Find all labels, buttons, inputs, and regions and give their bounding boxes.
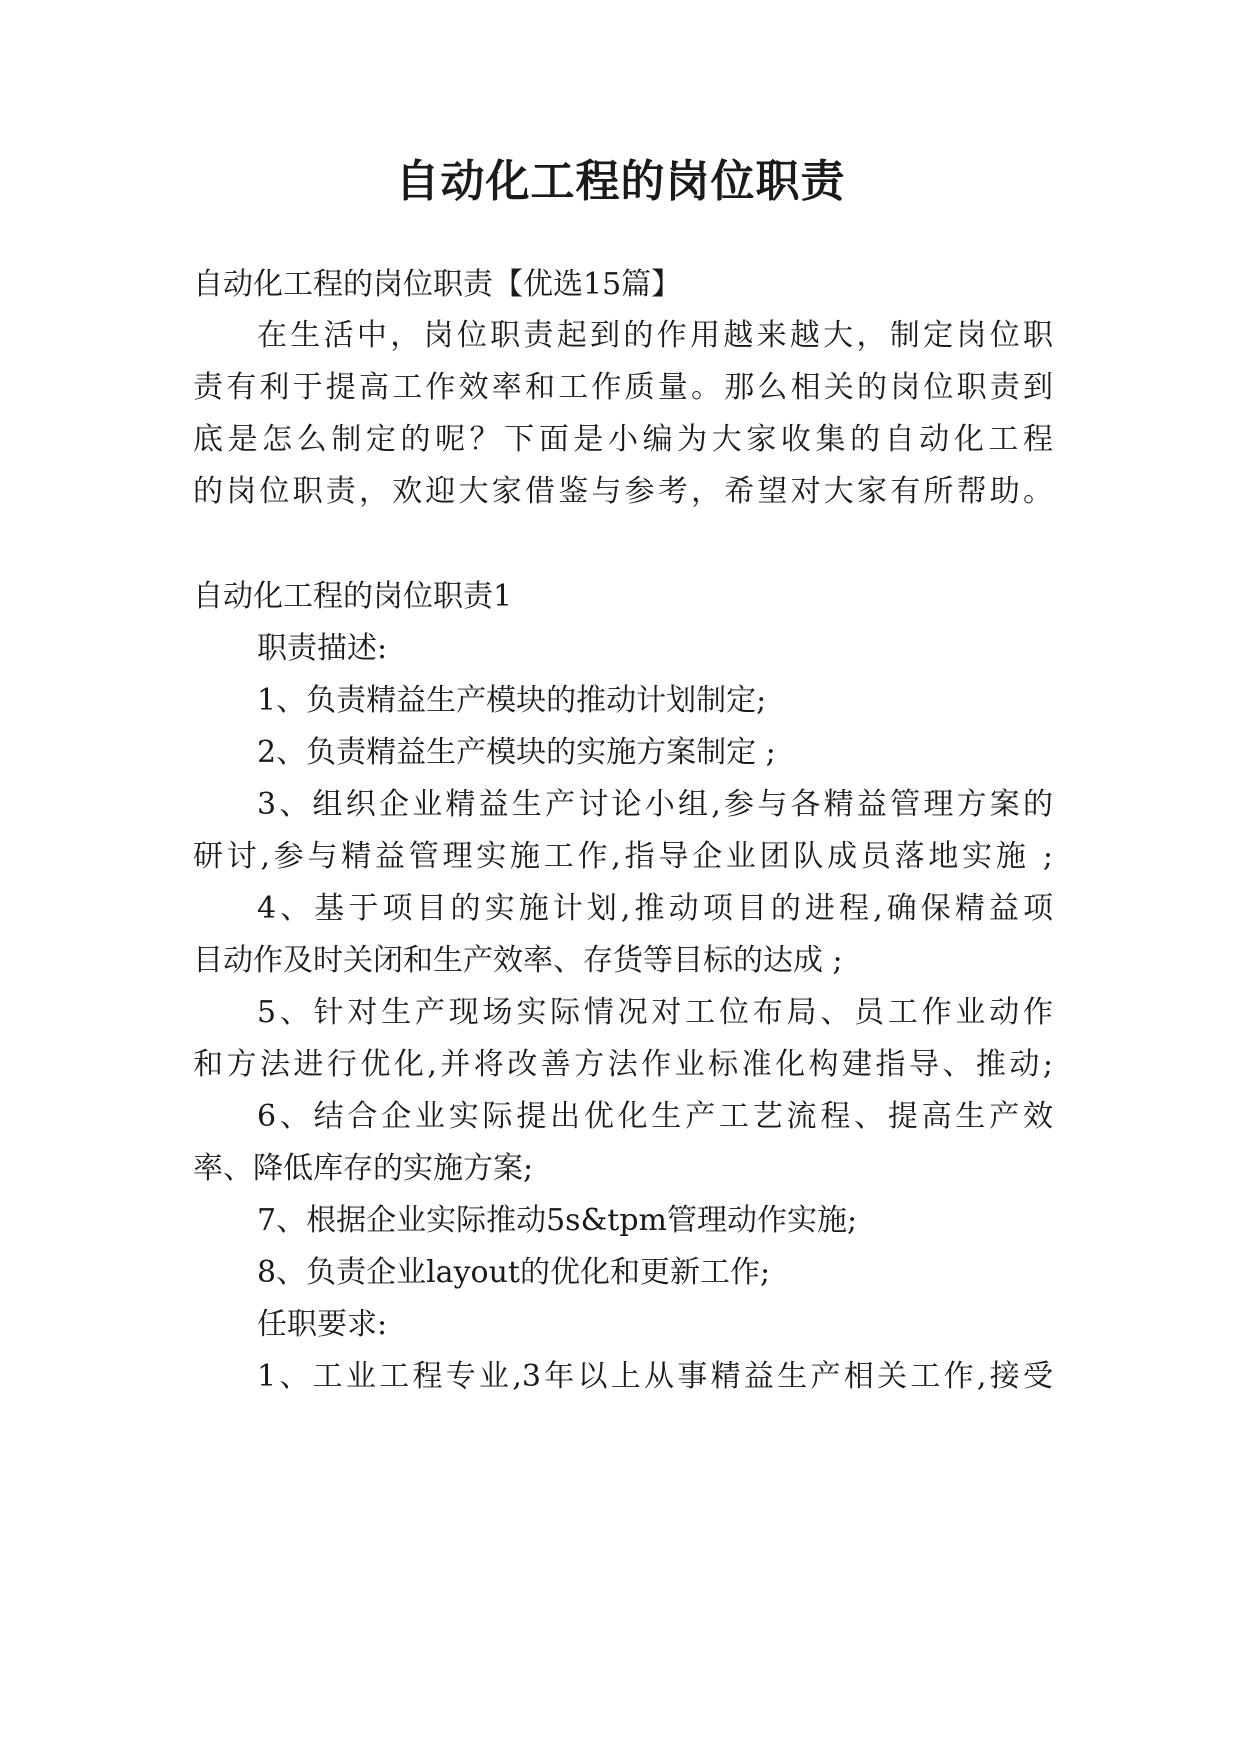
duty-item: 2、负责精益生产模块的实施方案制定 ;: [257, 735, 776, 770]
duty-item: 7、根据企业实际推动5s&tpm管理动作实施;: [257, 1203, 858, 1238]
duty-item-continued: 和方法进行优化,并将改善方法作业标准化构建指导、推动;: [193, 1047, 1053, 1082]
duty-item-continued: 率、降低库存的实施方案;: [193, 1151, 534, 1186]
duty-item: 8、负责企业layout的优化和更新工作;: [257, 1255, 771, 1290]
section-heading: 自动化工程的岗位职责1: [193, 579, 513, 614]
duty-item: 5、针对生产现场实际情况对工位布局、员工作业动作: [257, 995, 1053, 1030]
duty-item-continued: 研讨,参与精益管理实施工作,指导企业团队成员落地实施 ;: [193, 839, 1053, 874]
intro-line: 的岗位职责，欢迎大家借鉴与参考，希望对大家有所帮助。: [193, 474, 1053, 509]
duties-label: 职责描述:: [257, 631, 388, 666]
document-subtitle: 自动化工程的岗位职责【优选15篇】: [193, 267, 682, 302]
document-title: 自动化工程的岗位职责: [395, 156, 846, 207]
intro-line: 底是怎么制定的呢？下面是小编为大家收集的自动化工程: [193, 422, 1053, 457]
duty-item: 1、负责精益生产模块的推动计划制定;: [257, 683, 767, 718]
intro-line: 责有利于提高工作效率和工作质量。那么相关的岗位职责到: [193, 370, 1053, 405]
intro-line: 在生活中，岗位职责起到的作用越来越大，制定岗位职: [257, 318, 1053, 353]
duty-item: 3、组织企业精益生产讨论小组,参与各精益管理方案的: [257, 787, 1053, 822]
requirements-label: 任职要求:: [257, 1307, 388, 1342]
requirement-item: 1、工业工程专业,3年以上从事精益生产相关工作,接受: [257, 1359, 1053, 1394]
duty-item: 4、基于项目的实施计划,推动项目的进程,确保精益项: [257, 891, 1053, 926]
duty-item: 6、结合企业实际提出优化生产工艺流程、提高生产效: [257, 1099, 1053, 1134]
duty-item-continued: 目动作及时关闭和生产效率、存货等目标的达成 ;: [193, 943, 843, 978]
